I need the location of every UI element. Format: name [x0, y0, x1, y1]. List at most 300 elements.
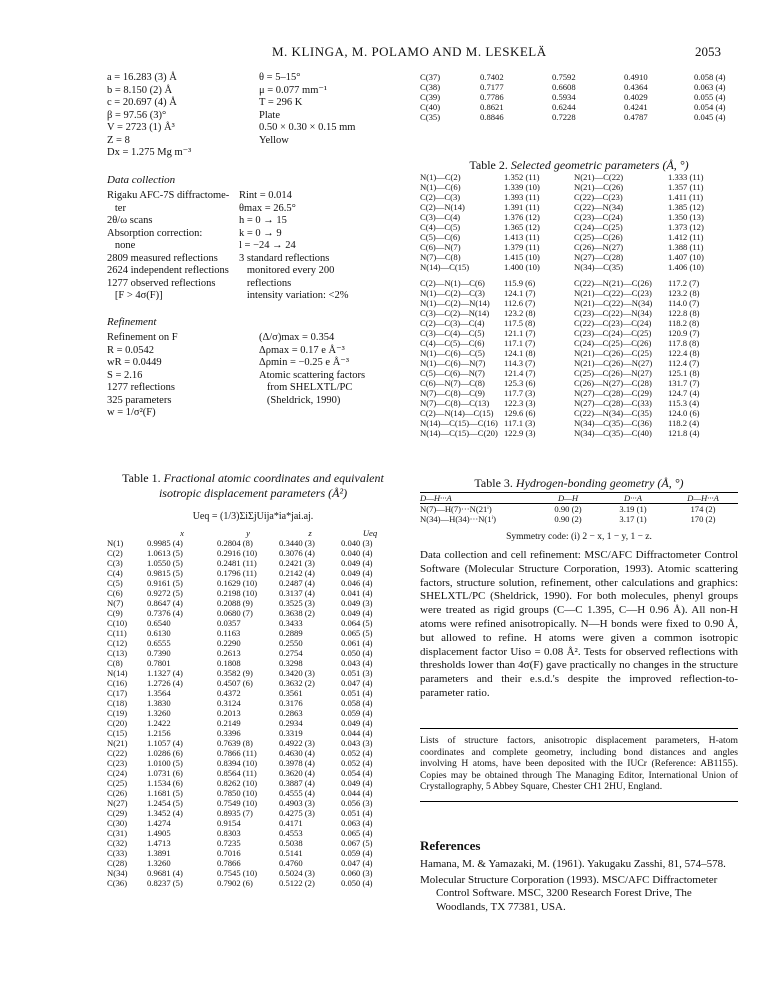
- table-row: [420, 318, 738, 328]
- table-cell: C(2)—N(14): [420, 202, 465, 212]
- table-cell: C(37): [420, 72, 441, 82]
- table-cell: 0.049 (3): [341, 598, 373, 608]
- table-row: [420, 418, 738, 428]
- table-cell: C(22): [107, 748, 128, 758]
- table-row: [420, 388, 738, 398]
- table-cell: C(6)—N(7)—C(8): [420, 378, 485, 388]
- table-cell: 1.1681 (5): [147, 788, 183, 798]
- table-cell: 0.4364: [624, 82, 648, 92]
- table-cell: 0.054 (4): [341, 768, 373, 778]
- table-cell: C(23)—C(24)—C(25): [574, 328, 652, 338]
- table-cell: C(25)—C(26): [574, 232, 623, 242]
- table-cell: 0.7235: [217, 838, 241, 848]
- table-cell: 1.0100 (5): [147, 758, 183, 768]
- header-authors: M. KLINGA, M. POLAMO AND M. LESKELÄ: [272, 44, 547, 59]
- table-cell: 0.8647 (4): [147, 598, 183, 608]
- table-row: [420, 278, 738, 288]
- collection-param: Absorption correction:: [107, 227, 203, 239]
- table-cell: 0.8564 (11): [217, 768, 257, 778]
- table-row: [420, 92, 738, 102]
- table-cell: C(31): [107, 828, 128, 838]
- table-cell: 117.1 (3): [504, 418, 536, 428]
- table-cell: 0.3176: [279, 698, 303, 708]
- table-cell: 1.3260: [147, 858, 171, 868]
- table-cell: N(27)—C(28)—C(33): [574, 398, 652, 408]
- table-cell: 0.5934: [552, 92, 576, 102]
- table-cell: 117.8 (8): [668, 338, 700, 348]
- table-cell: C(3)—C(4)—C(5): [420, 328, 485, 338]
- table-row: [420, 222, 738, 232]
- table-cell: C(4)—C(5): [420, 222, 461, 232]
- deposit-note: Lists of structure factors, anisotropic displacement parameters, H-atom coordinates and complete geometry, including bond distances and angles involving H atoms, have been deposited with the IUCr (Reference: AB1155). Copies may be obtained through The Managing Editor, International Union of Crystallography, 5 Abbey Square, Chester CH1 2HU, England.: [420, 728, 738, 802]
- table-cell: 0.6540: [147, 618, 171, 628]
- table-cell: 0.3525 (3): [279, 598, 315, 608]
- table-row: [420, 112, 738, 122]
- table-row: [107, 628, 399, 638]
- table-cell: 1.3564: [147, 688, 171, 698]
- table-cell: 3.19 (1): [619, 504, 647, 514]
- refinement-heading: Refinement: [107, 316, 157, 328]
- table-cell: 1.393 (11): [504, 192, 540, 202]
- table-cell: 0.4029: [624, 92, 648, 102]
- table-cell: 125.3 (6): [504, 378, 536, 388]
- table-cell: 0.044 (4): [341, 788, 373, 798]
- refinement-param: Atomic scattering factors: [259, 369, 366, 381]
- table-cell: 0.050 (4): [341, 878, 373, 888]
- crystal-param: θ = 5–15°: [259, 72, 301, 83]
- table-cell: 0.9815 (5): [147, 568, 183, 578]
- table-cell: 0.059 (4): [341, 848, 373, 858]
- table-cell: 0.7850 (10): [217, 788, 258, 798]
- table-row: [107, 658, 399, 668]
- table-row: [107, 878, 399, 888]
- table-row: [107, 708, 399, 718]
- table-cell: 0.2863: [279, 708, 303, 718]
- table-cell: 118.2 (8): [668, 318, 700, 328]
- table-row: [107, 868, 399, 878]
- table-cell: C(18): [107, 698, 128, 708]
- table-cell: 0.6130: [147, 628, 171, 638]
- table-cell: C(5): [107, 578, 123, 588]
- collection-param: 3 standard reflections: [239, 252, 330, 264]
- table-cell: 0.7866 (11): [217, 748, 257, 758]
- table1-title: Fractional atomic coordinates and equivalent isotropic displacement parameters (Å²): [158, 471, 384, 500]
- table-cell: N(34): [107, 868, 128, 878]
- table-cell: N(27): [107, 798, 128, 808]
- table-cell: 0.045 (4): [694, 112, 726, 122]
- table-cell: 129.6 (6): [504, 408, 536, 418]
- table-cell: 0.2142 (4): [279, 568, 315, 578]
- table-row: [420, 262, 738, 272]
- table2-label: Table 2.: [469, 158, 508, 172]
- body-paragraph: Data collection and cell refinement: MSC/AFC Diffractometer Control Software (Molecular Structure Corporation, 1993). Atomic scattering factors, structure solution, refinement, other calculations and graphics: SHELXTL/PC (Sheldrick, 1990). For both molecules, phenyl groups were treated as rigid groups (C—C 1.395, C—H 0.96 Å). All non-H atoms were refined anisotropically. N—H bonds were fixed to 0.90 Å, but allowed to refine. H atoms were given a common isotropic displacement factor Uiso = 0.08 Å². Tests for observed reflections with thresholds lower than 4σ(F) gave practically no changes in the structure parameters and their e.s.d.'s despite the improved reflection-to-parameter ratio.: [420, 549, 738, 699]
- table-cell: 0.4555 (4): [279, 788, 315, 798]
- refinement-param: Δρmax = 0.17 e Å⁻³: [259, 344, 345, 356]
- table-cell: 0.3137 (4): [279, 588, 315, 598]
- table-cell: 0.058 (4): [341, 698, 373, 708]
- table-cell: C(24): [107, 768, 128, 778]
- collection-param: 2809 measured reflections: [107, 252, 218, 264]
- table-cell: 0.7866: [217, 858, 241, 868]
- table-cell: N(7)—H(7)···N(21ⁱ): [420, 504, 492, 514]
- table-cell: N(1)—C(6)—N(7): [420, 358, 486, 368]
- table-cell: 0.058 (4): [694, 72, 726, 82]
- table-cell: 0.2088 (9): [217, 598, 253, 608]
- table-cell: 0.9161 (5): [147, 578, 183, 588]
- table-cell: C(24)—C(25)—C(26): [574, 338, 652, 348]
- table-row: [107, 638, 399, 648]
- table-cell: 0.3582 (9): [217, 668, 253, 678]
- table-row: [420, 398, 738, 408]
- reference-item: Molecular Structure Corporation (1993). MSC/AFC Diffractometer Control Software. MSC, 3200 Research Forest Drive, The Woodlands, TX 77381, USA.: [420, 873, 718, 913]
- table-cell: 0.2198 (10): [217, 588, 258, 598]
- table-cell: C(29): [107, 808, 128, 818]
- table-cell: 3.17 (1): [619, 514, 647, 524]
- table-cell: N(7)—C(8)—C(9): [420, 388, 485, 398]
- table-row: [420, 172, 738, 182]
- table1-caption: [107, 471, 399, 501]
- table-row: [107, 598, 399, 608]
- data-collection-left: [107, 190, 229, 303]
- table2-caption: [420, 158, 738, 173]
- table-cell: 0.2889: [279, 628, 303, 638]
- table-cell: 0.040 (3): [341, 538, 373, 548]
- table-cell: C(15): [107, 728, 128, 738]
- table-cell: 114.0 (7): [668, 298, 700, 308]
- table-cell: 0.4787: [624, 112, 648, 122]
- table-row: [420, 348, 738, 358]
- crystal-param: Yellow: [259, 134, 289, 146]
- crystal-param: a = 16.283 (3) Å: [107, 72, 177, 83]
- table-cell: 124.1 (8): [504, 348, 536, 358]
- crystal-data-left: [107, 72, 191, 160]
- table-cell: C(13): [107, 648, 128, 658]
- table-cell: 122.9 (3): [504, 428, 536, 438]
- table-cell: N(7): [107, 598, 124, 608]
- collection-param: 1277 observed reflections: [107, 277, 216, 289]
- collection-param: reflections: [239, 277, 292, 289]
- table-row: [420, 368, 738, 378]
- crystal-param: Dx = 1.275 Mg m⁻³: [107, 147, 192, 158]
- table-cell: C(6): [107, 588, 123, 598]
- data-collection-right: [239, 190, 348, 303]
- table-cell: 1.373 (12): [668, 222, 704, 232]
- table-cell: C(23): [107, 758, 128, 768]
- table-cell: 0.7016: [217, 848, 241, 858]
- table-row: [420, 232, 738, 242]
- table-row: [420, 212, 738, 222]
- table-cell: 0.2754: [279, 648, 303, 658]
- table-cell: C(2)—N(14)—C(15): [420, 408, 494, 418]
- table-row: [420, 82, 738, 92]
- table-cell: 0.043 (4): [341, 658, 373, 668]
- table-cell: C(22)—C(23)—C(24): [574, 318, 652, 328]
- table-cell: 0.9681 (4): [147, 868, 183, 878]
- table-cell: C(2)—C(3)—C(4): [420, 318, 485, 328]
- table-cell: 0.6608: [552, 82, 576, 92]
- table-cell: N(1)—C(6): [420, 182, 461, 192]
- table-cell: 0.2934: [279, 718, 303, 728]
- table-cell: 117.5 (8): [504, 318, 536, 328]
- table-cell: C(16): [107, 678, 128, 688]
- collection-param: 2624 independent reflections: [107, 265, 229, 276]
- table-cell: 115.3 (4): [668, 398, 700, 408]
- table-cell: 0.0680 (7): [217, 608, 253, 618]
- table-cell: 0.1796 (11): [217, 568, 257, 578]
- table-cell: N(14)—C(15)—C(16): [420, 418, 498, 428]
- page-number: 2053: [695, 44, 721, 59]
- table-row: [107, 748, 399, 758]
- table-cell: 0.056 (3): [341, 798, 373, 808]
- table-cell: 115.9 (6): [504, 278, 536, 288]
- table-cell: C(36): [107, 878, 128, 888]
- table-cell: 1.357 (11): [668, 182, 704, 192]
- refinement-param: w = 1/σ²(F): [107, 407, 156, 418]
- table-cell: N(34)—C(35)—C(40): [574, 428, 652, 438]
- table-cell: 0.7592: [552, 72, 576, 82]
- table-row: [420, 358, 738, 368]
- table-cell: 1.385 (12): [668, 202, 704, 212]
- collection-param: ter: [107, 202, 126, 214]
- table-cell: 1.1534 (6): [147, 778, 183, 788]
- refinement-param: R = 0.0542: [107, 344, 155, 356]
- column-header: [107, 528, 147, 538]
- table-cell: 0.3561: [279, 688, 303, 698]
- table-cell: C(26): [107, 788, 128, 798]
- table-cell: 123.2 (8): [504, 308, 536, 318]
- crystal-param: μ = 0.077 mm⁻¹: [259, 84, 328, 96]
- table-cell: 1.3260: [147, 708, 171, 718]
- table-row: [420, 428, 738, 438]
- table-cell: 0.046 (4): [341, 578, 373, 588]
- table-cell: 0.4553: [279, 828, 303, 838]
- references-list: [420, 858, 738, 916]
- refinement-param: Δρmin = −0.25 e Å⁻³: [259, 357, 349, 368]
- table3: [420, 492, 738, 524]
- table-cell: C(2)—N(1)—C(6): [420, 278, 485, 288]
- collection-param: 2θ/ω scans: [107, 215, 153, 226]
- table-cell: 0.043 (3): [341, 738, 373, 748]
- table-cell: 0.7390: [147, 648, 171, 658]
- table-cell: 0.5038: [279, 838, 303, 848]
- table-cell: C(3): [107, 558, 123, 568]
- table-cell: C(23)—C(24): [574, 212, 623, 222]
- table-cell: 124.7 (4): [668, 388, 700, 398]
- reference-item: Hamana, M. & Yamazaki, M. (1961). Yakugaku Zasshi, 81, 574–578.: [420, 858, 726, 870]
- table-cell: C(19): [107, 708, 128, 718]
- table-cell: 0.065 (4): [341, 828, 373, 838]
- table-cell: 0.047 (4): [341, 858, 373, 868]
- table2: [420, 172, 738, 438]
- table-cell: N(7)—C(8)—C(13): [420, 398, 490, 408]
- table-cell: C(3)—C(2)—N(14): [420, 308, 490, 318]
- table-cell: 0.2013: [217, 708, 241, 718]
- table-cell: 0.8935 (7): [217, 808, 253, 818]
- table-cell: 1.365 (12): [504, 222, 540, 232]
- collection-param: l = −24 → 24: [239, 240, 296, 251]
- table-cell: N(14)—C(15)—C(20): [420, 428, 498, 438]
- collection-param: intensity variation: <2%: [239, 290, 349, 301]
- table-cell: 1.376 (12): [504, 212, 540, 222]
- table-cell: N(1)—C(2)—C(3): [420, 288, 485, 298]
- table-cell: 0.7549 (10): [217, 798, 258, 808]
- table-cell: C(5)—C(6): [420, 232, 461, 242]
- table-row: [420, 378, 738, 388]
- table-cell: 0.2149: [217, 718, 241, 728]
- table-cell: 118.2 (4): [668, 418, 700, 428]
- refinement-left: [107, 332, 178, 420]
- table-row: [420, 72, 738, 82]
- table-cell: 0.5024 (3): [279, 868, 315, 878]
- column-header: y: [246, 528, 250, 538]
- table-cell: 1.406 (10): [668, 262, 704, 272]
- table-cell: N(1)—C(6)—C(5): [420, 348, 485, 358]
- table-cell: 0.052 (4): [341, 748, 373, 758]
- table-cell: 0.2550: [279, 638, 303, 648]
- table-cell: 1.411 (11): [668, 192, 704, 202]
- table-cell: 0.040 (4): [341, 548, 373, 558]
- table-cell: 0.049 (4): [341, 558, 373, 568]
- table-cell: 0.049 (4): [341, 778, 373, 788]
- table-row: [107, 538, 399, 548]
- table-cell: 0.044 (4): [341, 728, 373, 738]
- table-cell: 1.352 (11): [504, 172, 540, 182]
- table-cell: 0.7177: [480, 82, 504, 92]
- table-row: [107, 688, 399, 698]
- table-cell: C(39): [420, 92, 441, 102]
- table-cell: C(26)—N(27): [574, 242, 624, 252]
- table-cell: 0.041 (4): [341, 588, 373, 598]
- table-row: [107, 828, 399, 838]
- table-cell: 114.3 (7): [504, 358, 536, 368]
- crystal-data-right: [259, 72, 355, 147]
- table-cell: N(21): [107, 738, 128, 748]
- table-cell: 1.2156: [147, 728, 171, 738]
- table-row: [420, 242, 738, 252]
- ueq-formula: Ueq = (1/3)ΣiΣjUija*ia*jai.aj.: [192, 511, 314, 522]
- table-cell: 1.1327 (4): [147, 668, 183, 678]
- table-cell: 0.060 (3): [341, 868, 373, 878]
- table-cell: 0.4241: [624, 102, 648, 112]
- column-header: Ueq: [362, 528, 378, 538]
- collection-param: Rint = 0.014: [239, 190, 292, 201]
- collection-param: [F > 4σ(F)]: [107, 290, 163, 301]
- table-cell: N(21)—C(26)—N(27): [574, 358, 653, 368]
- table-cell: 0.4903 (3): [279, 798, 315, 808]
- table-cell: 0.2804 (8): [217, 538, 253, 548]
- table-cell: 124.1 (7): [504, 288, 536, 298]
- table-cell: 174 (2): [690, 504, 716, 514]
- table-row: [107, 668, 399, 678]
- table-cell: 1.0286 (6): [147, 748, 183, 758]
- table-row: [107, 778, 399, 788]
- table-cell: 1.4713: [147, 838, 171, 848]
- table-row: [420, 298, 738, 308]
- column-header: D—H···A: [420, 493, 538, 504]
- table-cell: 0.3420 (3): [279, 668, 315, 678]
- table-cell: 1.3891: [147, 848, 171, 858]
- symmetry-code: Symmetry code: (i) 2 − x, 1 − y, 1 − z.: [506, 532, 652, 542]
- table-row: [420, 288, 738, 298]
- column-header: D···A: [598, 493, 668, 504]
- crystal-param: Z = 8: [107, 134, 130, 146]
- table-cell: 1.413 (11): [504, 232, 540, 242]
- table-cell: 0.4630 (4): [279, 748, 315, 758]
- table-cell: 0.3396: [217, 728, 241, 738]
- table-cell: 0.6244: [552, 102, 576, 112]
- table-cell: 121.1 (7): [504, 328, 536, 338]
- table-cell: N(7)—C(8): [420, 252, 461, 262]
- table-row: [420, 408, 738, 418]
- collection-param: θmax = 26.5°: [239, 202, 296, 214]
- table-cell: 117.2 (7): [668, 278, 700, 288]
- table-cell: 1.0731 (6): [147, 768, 183, 778]
- crystal-param: β = 97.56 (3)°: [107, 109, 167, 121]
- table-cell: N(21)—C(22)—N(34): [574, 298, 653, 308]
- table-cell: 0.2487 (4): [279, 578, 315, 588]
- table-cell: C(38): [420, 82, 441, 92]
- table-cell: 0.3620 (4): [279, 768, 315, 778]
- table-row: [107, 718, 399, 728]
- table-cell: 117.1 (7): [504, 338, 536, 348]
- table-cell: 121.8 (4): [668, 428, 700, 438]
- experimental-column: [107, 72, 399, 422]
- table-cell: 131.7 (7): [668, 378, 700, 388]
- table-row: [107, 548, 399, 558]
- table-cell: 125.1 (8): [668, 368, 700, 378]
- table-cell: N(34)—C(35): [574, 262, 624, 272]
- table-cell: 0.6555: [147, 638, 171, 648]
- collection-param: monitored every 200: [239, 265, 335, 276]
- table-cell: 0.4171: [279, 818, 303, 828]
- table-row: [107, 798, 399, 808]
- refinement-param: 325 parameters: [107, 394, 172, 406]
- table-cell: 1.0613 (5): [147, 548, 183, 558]
- table-cell: 0.049 (4): [341, 718, 373, 728]
- table-cell: 122.8 (8): [668, 308, 700, 318]
- table-cell: 0.7902 (6): [217, 878, 253, 888]
- table-cell: C(25)—C(26)—N(27): [574, 368, 652, 378]
- table1-continued: [420, 72, 738, 122]
- table-cell: 0.063 (4): [694, 82, 726, 92]
- data-collection: [107, 190, 399, 306]
- table-row: [107, 648, 399, 658]
- table-row: [420, 328, 738, 338]
- table-row: [107, 698, 399, 708]
- table-cell: 0.051 (4): [341, 808, 373, 818]
- table-cell: N(34)—C(35)—C(36): [574, 418, 652, 428]
- table-cell: 0.2290: [217, 638, 241, 648]
- table-cell: 0.7639 (8): [217, 738, 253, 748]
- table-cell: 0.7376 (4): [147, 608, 183, 618]
- table-row: [107, 728, 399, 738]
- table-cell: 0.051 (4): [341, 688, 373, 698]
- table-row: [107, 558, 399, 568]
- table-cell: 0.051 (3): [341, 668, 373, 678]
- table-cell: 0.063 (4): [341, 818, 373, 828]
- table-cell: 0.5122 (2): [279, 878, 315, 888]
- refinement-param: 1277 reflections: [107, 382, 175, 393]
- table-cell: N(27)—C(28): [574, 252, 624, 262]
- table-cell: 0.3124: [217, 698, 241, 708]
- table-cell: N(21)—C(26): [574, 182, 624, 192]
- table-cell: 1.388 (11): [668, 242, 704, 252]
- table-cell: C(32): [107, 838, 128, 848]
- table-cell: C(4)—C(5)—C(6): [420, 338, 485, 348]
- table-cell: 122.4 (8): [668, 348, 700, 358]
- crystal-param: T = 296 K: [259, 97, 303, 108]
- table-cell: 122.3 (3): [504, 398, 536, 408]
